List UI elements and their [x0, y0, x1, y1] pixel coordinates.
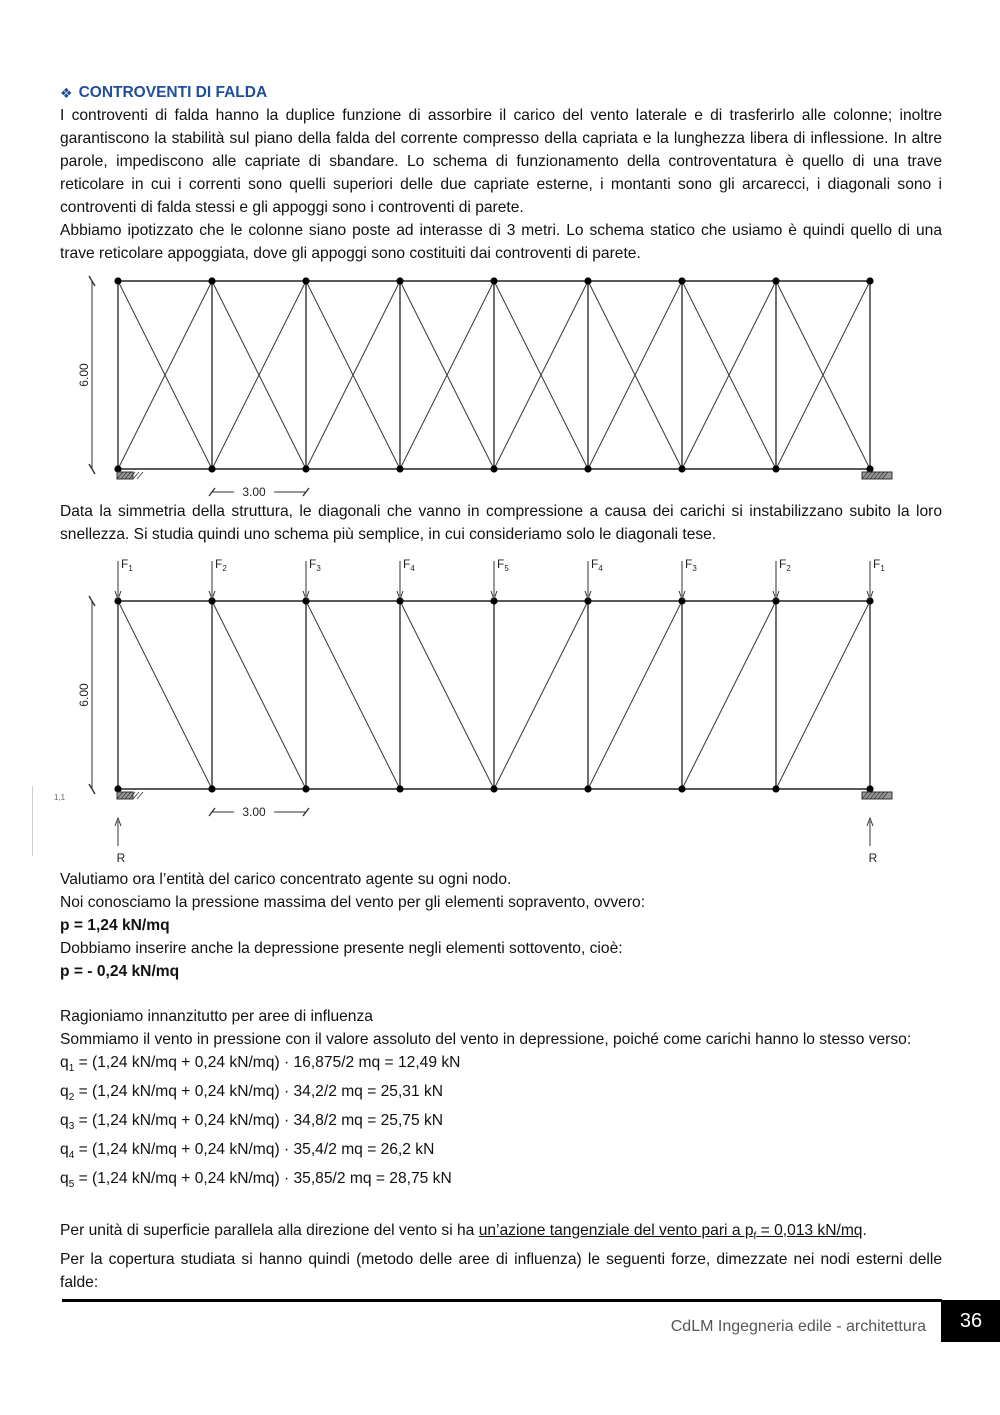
- reaction-label: R: [116, 851, 126, 865]
- span-dimension-label: 3.00: [242, 485, 266, 499]
- truss-node: [772, 465, 779, 472]
- influence-title: Ragioniamo innanzitutto per aree di influenza: [60, 1008, 373, 1025]
- diagonal-member: [494, 601, 588, 789]
- diagonal-member: [212, 601, 306, 789]
- second-paragraph: Abbiamo ipotizzato che le colonne siano poste ad interasse di 3 metri. Lo schema statico che usiamo è quindi quello di una trave reticolare appoggiata, dove gli appoggi sono costituiti dai controventi di parete.: [60, 222, 942, 262]
- truss-node: [490, 277, 497, 284]
- intro-paragraph: I controventi di falda hanno la duplice funzione di assorbire il carico del vento laterale e di trasferirlo alle colonne; inoltre garantiscono la stabilità sul piano della falda del corrente compresso della capriata e la lunghezza libera di inflessione. In altre parole, impediscono alle capriate di sbandare. Lo schema di funzionamento della controventatura è quello di una trave reticolare in cui i correnti sono quelli superiori delle due capriate esterne, i montanti sono gli arcarecci, i diagonali sono i controventi di falda stessi e gli appoggi sono i controventi di parete.: [60, 107, 942, 216]
- force-label: $F_3$: [685, 557, 697, 573]
- load-list: [60, 1051, 942, 1197]
- page-number: 36: [941, 1300, 1000, 1342]
- truss-node: [396, 465, 403, 472]
- reaction-label: R: [868, 851, 878, 865]
- truss-node: [584, 277, 591, 284]
- margin-mark-text: 1,1: [54, 793, 66, 802]
- truss-node: [208, 277, 215, 284]
- text-line-1: Valutiamo ora l’entità del carico concentrato agente su ogni nodo.: [60, 871, 512, 888]
- load-row: $q_2 = (1,24$ kN/mq + 0,24 kN/mq) · 34,2/2 mq = 25,31 kN: [60, 1083, 444, 1104]
- truss-figure-tension-diagonals: [60, 546, 942, 868]
- footer-course: CdLM Ingegneria edile - architettura: [670, 1318, 926, 1335]
- truss-node: [678, 785, 685, 792]
- height-dimension-label: 6.00: [77, 363, 91, 387]
- truss-node: [208, 465, 215, 472]
- pressure-value: p = 1,24 kN/mq: [60, 917, 170, 934]
- truss-node: [302, 785, 309, 792]
- truss-figure-full-bracing: [60, 265, 942, 500]
- truss-node: [678, 465, 685, 472]
- diagonal-member: [776, 601, 870, 789]
- truss-node: [772, 277, 779, 284]
- truss-node: [490, 785, 497, 792]
- force-label: $F_2$: [779, 557, 791, 573]
- force-label: $F_4$: [403, 557, 415, 573]
- force-label: $F_5$: [497, 557, 509, 573]
- depression-line: Dobbiamo inserire anche la depressione presente negli elementi sottovento, cioè:: [60, 940, 623, 957]
- tangential-highlight: un’azione tangenziale del vento pari a $p_f = 0,013$ kN/mq: [478, 1221, 863, 1242]
- depression-value: p = - 0,24 kN/mq: [60, 963, 180, 980]
- truss-node: [302, 465, 309, 472]
- force-label: $F_2$: [215, 557, 227, 573]
- tangential-paragraph: Per unità di superficie parallela alla direzione del vento si ha un’azione tangenziale del vento pari a $p_f = 0,013$ kN/mq.: [60, 1221, 867, 1242]
- diamond-bullet-icon: ❖: [60, 84, 73, 101]
- influence-paragraph: Sommiamo il vento in pressione con il valore assoluto del vento in depressione, poiché come carichi hanno lo stesso verso:: [60, 1031, 912, 1048]
- symmetry-paragraph: Data la simmetria della struttura, le diagonali che vanno in compressione a causa dei carichi si instabilizzano subito la loro snellezza. Si studia quindi uno schema più semplice, in cui consideriamo solo le diagonali tese.: [60, 503, 942, 543]
- force-label: $F_4$: [591, 557, 603, 573]
- heading-text: CONTROVENTI DI FALDA: [78, 84, 268, 101]
- truss-node: [866, 277, 873, 284]
- force-label: $F_3$: [309, 557, 321, 573]
- diagonal-member: [682, 601, 776, 789]
- height-dimension-label: 6.00: [77, 683, 91, 707]
- force-label: $F_1$: [873, 557, 885, 573]
- truss-node: [396, 785, 403, 792]
- truss-node: [490, 465, 497, 472]
- footer-rule: [62, 1299, 942, 1302]
- page-content: [60, 84, 942, 1294]
- truss-node: [772, 785, 779, 792]
- load-row: $q_1 = (1,24$ kN/mq + 0,24 kN/mq) · 16,875/2 mq = 12,49 kN: [60, 1054, 461, 1075]
- truss-node: [584, 465, 591, 472]
- truss-node: [208, 785, 215, 792]
- load-row: $q_3 = (1,24$ kN/mq + 0,24 kN/mq) · 34,8/2 mq = 25,75 kN: [60, 1112, 444, 1133]
- force-label: $F_1$: [121, 557, 133, 573]
- load-row: $q_5 = (1,24$ kN/mq + 0,24 kN/mq) · 35,85/2 mq = 28,75 kN: [60, 1170, 452, 1191]
- diagonal-member: [400, 601, 494, 789]
- margin-rule: [32, 786, 33, 856]
- span-dimension-label: 3.00: [242, 805, 266, 819]
- diagonal-member: [588, 601, 682, 789]
- truss-node: [678, 277, 685, 284]
- text-line-2: Noi conosciamo la pressione massima del vento per gli elementi sopravento, ovvero:: [60, 894, 646, 911]
- truss-node: [114, 277, 121, 284]
- truss-node: [302, 277, 309, 284]
- last-paragraph: Per la copertura studiata si hanno quindi (metodo delle aree di influenza) le seguenti forze, dimezzate nei nodi esterni delle falde:: [60, 1250, 942, 1291]
- truss-node: [396, 277, 403, 284]
- diagonal-member: [118, 601, 212, 789]
- diagonal-member: [306, 601, 400, 789]
- section-heading: [60, 84, 942, 102]
- load-row: $q_4 = (1,24$ kN/mq + 0,24 kN/mq) · 35,4/2 mq = 26,2 kN: [60, 1141, 435, 1162]
- truss-node: [584, 785, 591, 792]
